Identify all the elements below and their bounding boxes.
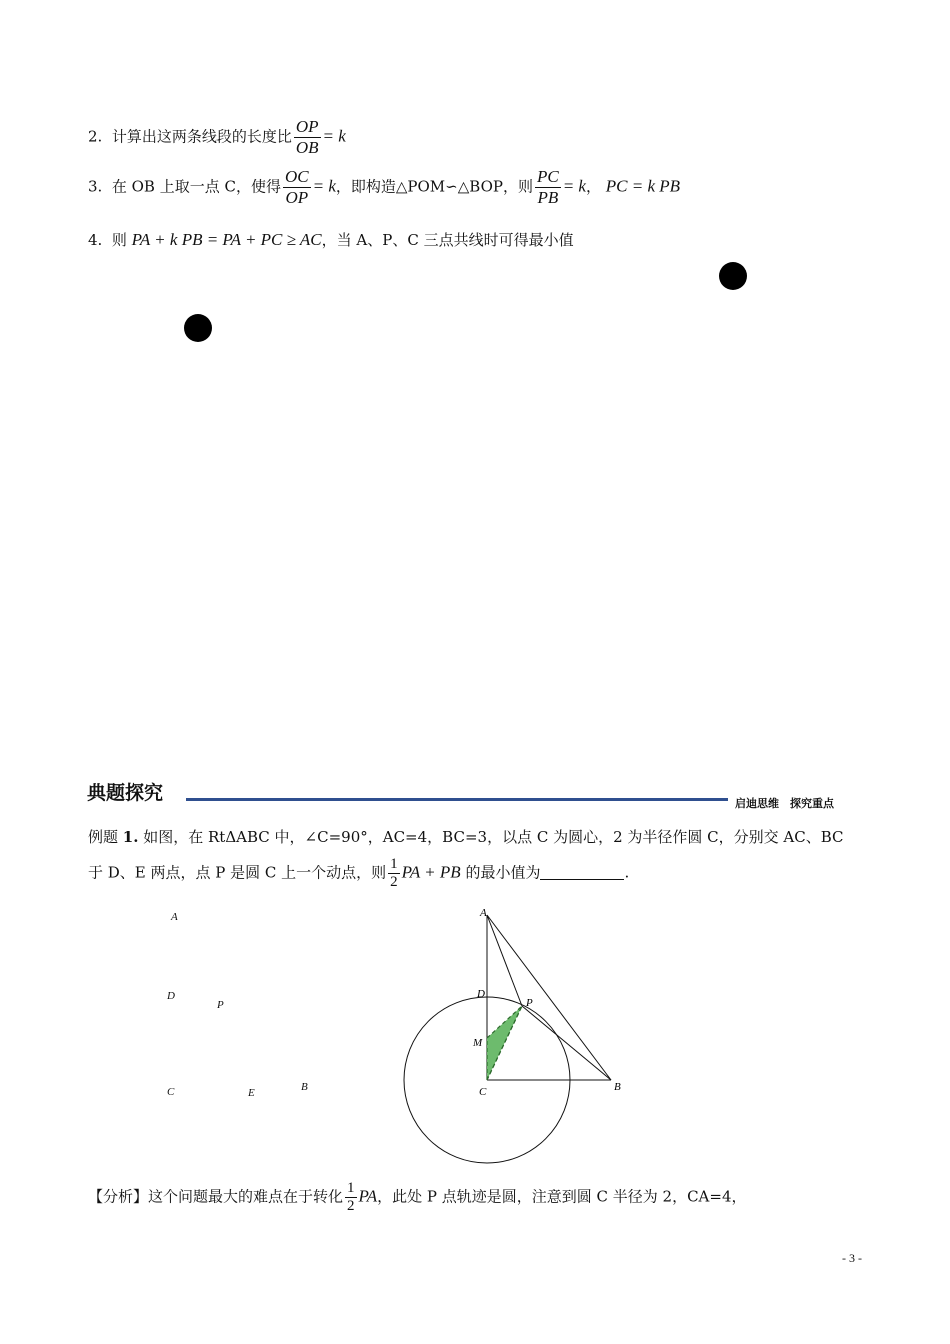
right-label-b: B [614,1081,621,1093]
fraction-denominator: 2 [390,874,398,890]
step-3 [88,167,680,208]
step-2-equals: = k [322,126,346,146]
example-text-2b: 的最小值为 [465,863,541,882]
example-text-2a: 于 D、E 两点，点 P 是圆 C 上一个动点，则 [88,863,387,882]
example-number: 1. [122,828,139,846]
fraction-denominator: OB [295,138,319,157]
example-line-1 [88,827,844,847]
segment-ab [487,915,611,1080]
step-4 [88,230,574,250]
black-dot-left [184,314,212,342]
black-dot-right [719,262,747,290]
step-3-fraction-1 [283,167,311,208]
fraction-numerator: 1 [347,1180,355,1196]
step-3-text-a: 在 OB 上取一点 C，使得 [111,177,281,196]
right-label-a: A [480,907,487,919]
left-label-b: B [301,1081,308,1093]
step-4-text-b: ，当 A、P、C 三点共线时可得最小值 [321,231,574,249]
step-4-number: 4. [88,231,103,249]
right-label-m: M [473,1037,483,1049]
step-2 [88,117,346,158]
step-3-text-c: ， [585,177,601,196]
step-3-number: 3. [88,177,103,196]
section-title: 典题探究 [87,782,164,804]
step-2-number: 2. [88,127,103,146]
left-label-a: A [171,911,178,923]
geometry-figure [400,900,640,1170]
right-label-p: P [526,997,533,1009]
example-end: . [624,863,630,882]
segment-pb [522,1006,611,1080]
step-4-text-a: 则 [111,231,127,249]
analysis-expression: PA [358,1186,378,1206]
half-fraction [388,856,400,891]
step-3-expression: PC = k PB [605,176,681,196]
right-label-d: D [477,988,485,1000]
analysis-text-a: 这个问题最大的难点在于转化 [148,1187,344,1206]
step-3-text-b: ，即构造△POM∽△BOP，则 [335,177,533,196]
page-number: - 3 - [842,1251,862,1265]
fraction-denominator: PB [535,187,561,208]
step-2-fraction [294,117,321,158]
fraction-numerator: PC [536,167,559,186]
section-subtitle: 启迪思维 探究重点 [735,797,834,810]
step-4-expression: PA + k PB = PA + PC ≥ AC [131,230,322,249]
left-label-e: E [248,1087,255,1099]
fraction-denominator: OP [283,187,311,208]
shaded-triangle-cmp [487,1006,522,1080]
step-3-fraction-2 [535,167,561,208]
section-rule [186,798,728,801]
example-label: 例题 [88,828,119,846]
step-2-text: 计算出这两条线段的长度比 [111,127,292,146]
left-label-d: D [167,990,175,1002]
fraction-numerator: OP [295,117,319,136]
right-label-c: C [479,1086,487,1098]
analysis-text-b: ，此处 P 点轨迹是圆，注意到圆 C 半径为 2，CA=4， [377,1187,747,1206]
fraction-denominator: 2 [347,1198,355,1214]
example-text-1: 如图，在 RtΔABC 中，∠C=90°，AC=4，BC=3，以点 C 为圆心，2 为半径作圆 C，分别交 AC、BC [143,828,844,846]
example-expression: PA + PB [401,862,461,882]
answer-blank [540,865,624,880]
step-3-equals-2: = k [562,176,586,196]
left-label-p: P [217,999,224,1011]
analysis-tag: 【分析】 [88,1187,149,1206]
left-label-c: C [167,1086,175,1098]
fraction-numerator: OC [284,167,309,186]
analysis-half-fraction [345,1180,357,1215]
analysis-line [88,1180,747,1215]
example-line-2 [88,856,629,891]
step-3-equals-1: = k [312,176,336,196]
fraction-numerator: 1 [390,856,398,872]
segment-ap [487,915,522,1006]
